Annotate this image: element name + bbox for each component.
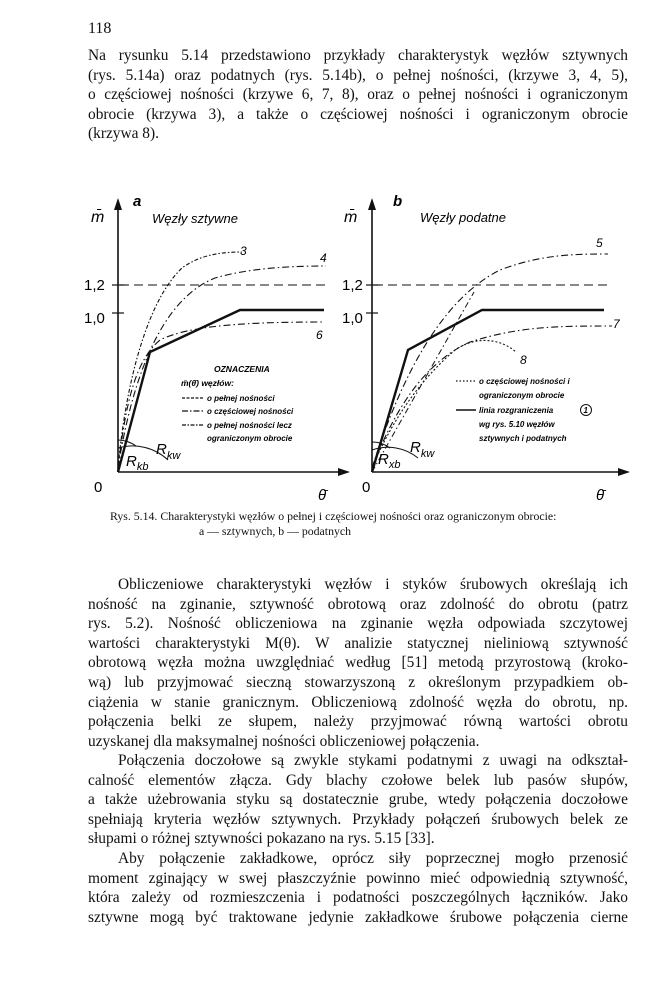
panel-b-legend-item: wg rys. 5.10 węzłów [479, 420, 555, 429]
panel-a-r-kw: $R_{kw}$ [156, 441, 181, 462]
text-line: Obliczeniowe charakterystyki węzłów i styków śrubowych określają ich [118, 576, 628, 593]
text-line: słupami o różnej sztywności pokazano na rys. 5.15 [33]. [88, 830, 435, 848]
panel-a-legend-item: o częściowej nośności [207, 407, 294, 416]
panel-a-legend-item: o pełnej nośności [207, 394, 275, 403]
body-paragraph-1 [88, 575, 628, 751]
panel-a-x-arrow [338, 468, 350, 476]
panel-b-legend-item: o częściowej nośności i [479, 377, 570, 386]
body-paragraph-2 [88, 751, 628, 849]
text-line: wartości charakterystyki M(θ). W analizie statycznej nieliniową sztywność [88, 634, 628, 652]
panel-a-curve-label-3: 3 [240, 244, 247, 258]
panel-a-tick-1-0: 1,0 [84, 310, 105, 327]
panel-b-tick-1-0: 1,0 [342, 310, 363, 327]
panel-b-letter: b [393, 193, 403, 210]
text-line: a także użebrowania styku są dostatecznie grube, wtedy połączenia doczołowe [88, 791, 628, 809]
text-line: połączenia belki ze słupem, należy przyjmować równą wartości obrotu [88, 713, 628, 731]
panel-a-legend-item: ograniczonym obrocie [207, 434, 293, 443]
panel-a-title: Węzły sztywne [152, 211, 238, 226]
text-line: calność elementów złącza. Gdy blachy czołowe belek lub pasów słupów, [88, 771, 628, 789]
panel-b [342, 193, 630, 504]
panel-b-legend-circle-mark: 1 [583, 406, 588, 415]
text-line: o częściowej nośności (krzywe 6, 7, 8), oraz o pełnej nośności i ograniczonym [88, 86, 628, 104]
caption-line-1: Rys. 5.14. Charakterystyki węzłów o pełnej i częściowej nośności oraz ograniczonym obrocie: [110, 509, 557, 523]
figure-5-14 [0, 180, 663, 505]
text-line: obrotową węzła można uwzględniać według [51] metodą przyrostową (kroko- [88, 654, 628, 672]
text-line: obrocie (krzywa 3), a także o częściowej nośności i ograniczonym obrocie [88, 105, 628, 123]
panel-b-title: Węzły podatne [420, 210, 506, 225]
panel-a-legend-item: o pełnej nośności lecz [207, 421, 292, 430]
panel-a-legend-subtitle: m̄(θ̄) węzłów: [181, 378, 234, 388]
panel-b-y-axis-label: m̄ [344, 209, 358, 226]
page-number: 118 [88, 20, 112, 37]
text-line: Połączenia doczołowe są zwykle stykami podatnymi z uwagi na odkształ- [118, 752, 628, 769]
text-line: ciążenia w stanie granicznym. Obliczeniową zdolność węzła do obrotu, np. [88, 693, 628, 711]
panel-b-curve-label-8: 8 [520, 353, 527, 367]
caption-line-2: a — sztywnych, b — podatnych [198, 524, 352, 538]
text-line: wą) lub przyjmować sieczną stowarzyszoną z określonym przypadkiem ob- [88, 673, 628, 691]
text-line: Aby połączenie zakładkowe, oprócz siły poprzecznej mogło przenosić [118, 850, 628, 867]
text-line: nośność na zginanie, sztywność obrotową oraz zdolność do obrotu (patrz [88, 595, 628, 613]
panel-a [84, 193, 350, 504]
text-line: (rys. 5.14a) oraz podatnych (rys. 5.14b), o pełnej nośności, (krzywe 3, 4, 5), [88, 66, 628, 84]
panel-b-legend-item: ograniczonym obrocie [479, 391, 565, 400]
panel-b-origin: 0 [362, 479, 371, 496]
panel-b-curve-label-5: 5 [596, 236, 603, 250]
text-line: która zależy od rozmieszczenia i podatności poszczególnych łączników. Jako [88, 889, 628, 907]
panel-b-curve-label-7: 7 [613, 317, 620, 331]
panel-a-r-kb: $R_{kb}$ [126, 453, 149, 473]
panel-b-legend-item: linia rozgraniczenia [479, 406, 554, 415]
panel-a-origin: 0 [94, 479, 103, 496]
panel-a-curve-label-6: 6 [316, 328, 323, 342]
text-line: (krzywa 8). [88, 125, 159, 143]
panel-a-boundary-line [118, 310, 324, 472]
panel-a-curve-label-4: 4 [320, 251, 327, 265]
text-line: sztywne mogą być traktowane jedynie zakładkowe śrubowe połączenia cierne [88, 908, 628, 926]
panel-b-x-axis-label: θ̄ [596, 487, 605, 504]
body-paragraph-3 [88, 849, 628, 927]
panel-b-legend-item: sztywnych i podatnych [479, 434, 567, 443]
text-line: uzyskanej dla maksymalnej nośności obliczeniowej połączenia. [88, 732, 480, 750]
panel-a-y-arrow [114, 198, 122, 210]
panel-b-tick-1-2: 1,2 [342, 277, 363, 294]
panel-b-x-arrow [618, 468, 630, 476]
figure-caption [110, 509, 640, 539]
panel-a-tick-1-2: 1,2 [84, 277, 105, 294]
panel-a-letter: a [133, 193, 142, 210]
panel-a-y-axis-label: m̄ [91, 209, 105, 226]
intro-paragraph [88, 46, 628, 144]
text-line: rys. 5.2). Nośność obliczeniowa na zginanie węzła odpowiada szczytowej [88, 615, 628, 633]
text-line: Na rysunku 5.14 przedstawiono przykłady charakterystyk węzłów sztywnych [88, 47, 628, 64]
panel-b-r-kw: $R_{kw}$ [410, 439, 435, 460]
panel-b-curve-8 [372, 340, 516, 468]
panel-a-x-axis-label: θ̄ [318, 487, 327, 504]
panel-b-y-arrow [368, 198, 376, 210]
text-line: moment zginający w swej płaszczyźnie powinno mieć odpowiednią sztywność, [88, 869, 628, 887]
panel-b-r-kb: $R_{xb}$ [378, 451, 401, 471]
text-line: spełniają kryteria węzłów sztywnych. Przykłady połączeń śrubowych belek ze [88, 810, 628, 828]
panel-a-legend-title: OZNACZENIA [214, 364, 270, 374]
